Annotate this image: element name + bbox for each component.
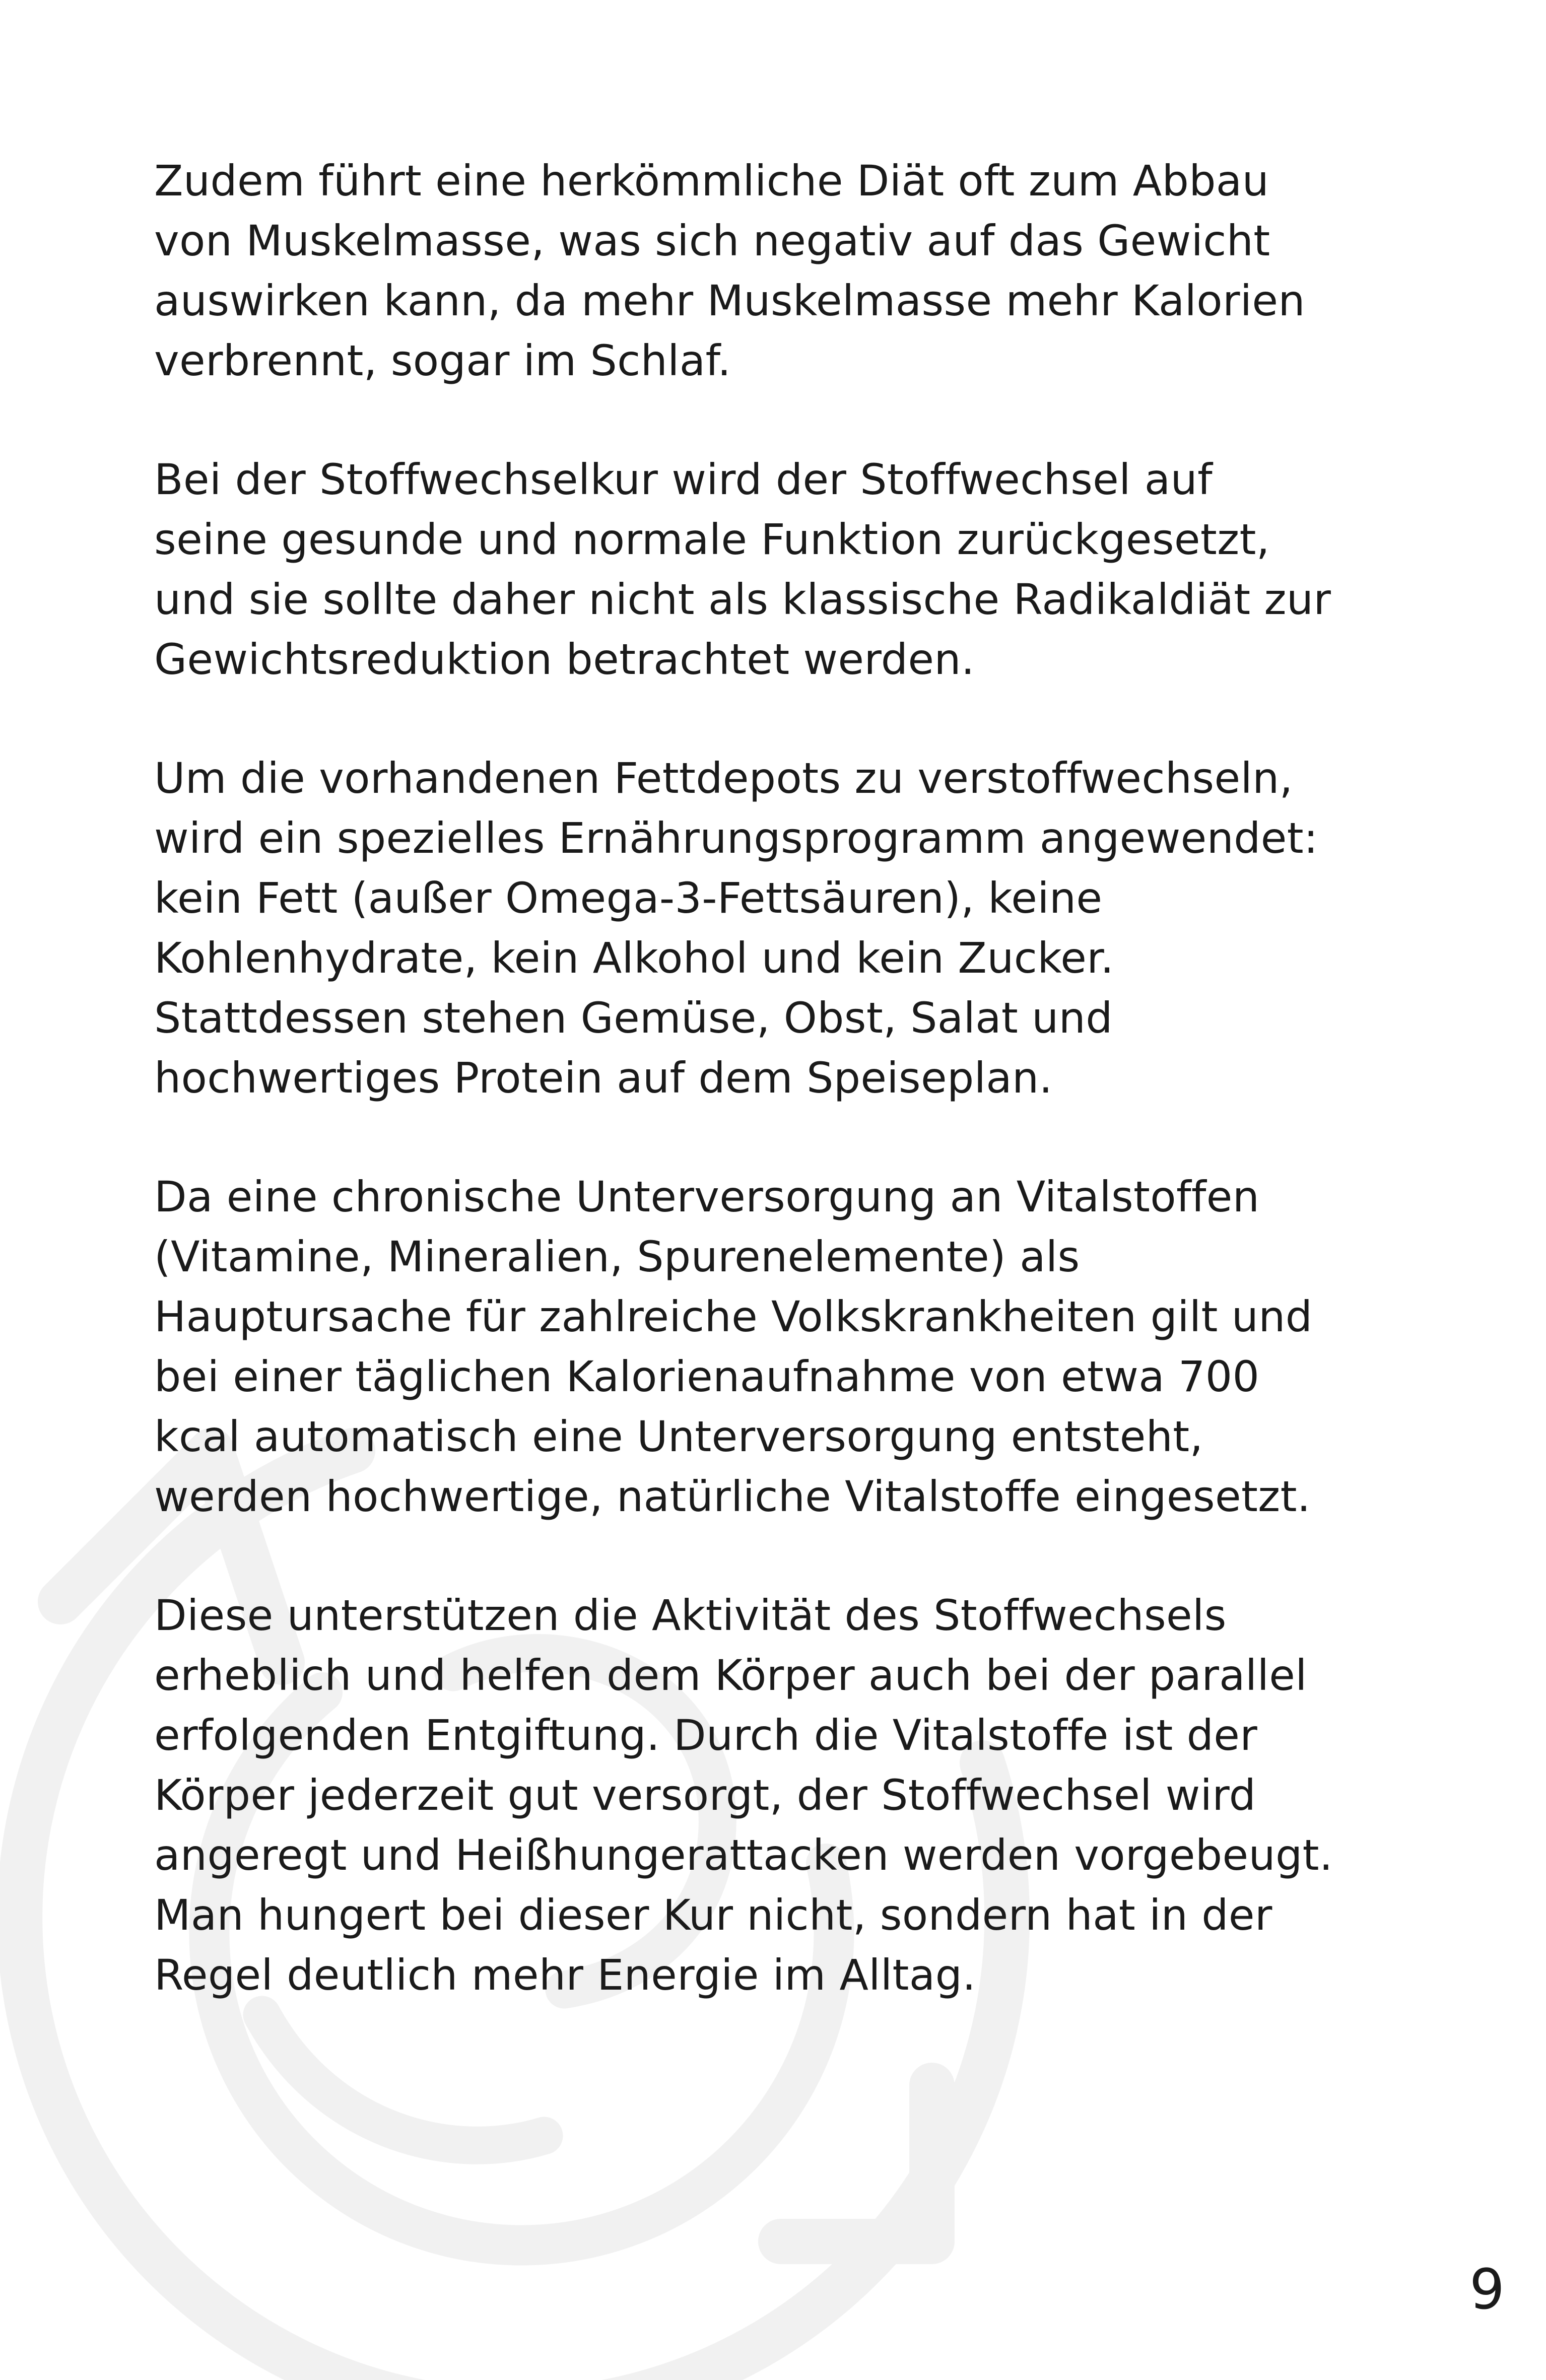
document-body xyxy=(154,151,1393,2064)
page-number: 9 xyxy=(1469,2257,1505,2322)
paragraph-stoffwechselkur: Bei der Stoffwechselkur wird der Stoffwechsel auf seine gesunde und normale Funktion zurückgesetzt, und sie sollte daher nicht als klassische Radikaldiät zur Gewichtsreduktion betrachtet werden. xyxy=(154,455,1331,684)
paragraph-aktivitaet: Diese unterstützen die Aktivität des Stoffwechsels erheblich und helfen dem Körper auch bei der parallel erfolgenden Entgiftung. Durch die Vitalstoffe ist der Körper jederzeit gut versorgt, der Stoffwechsel wird angeregt und Heißhungerattacken werden vorgebeugt. Man hungert bei dieser Kur nicht, sondern hat in der Regel deutlich mehr Energie im Alltag. xyxy=(154,1591,1333,2000)
paragraph-muskelmasse: Zudem führt eine herkömmliche Diät oft zum Abbau von Muskelmasse, was sich negativ auf das Gewicht auswirken kann, da mehr Muskelmasse mehr Kalorien verbrennt, sogar im Schlaf. xyxy=(154,156,1305,385)
paragraph-vitalstoffe: Da eine chronische Unterversorgung an Vitalstoffen (Vitamine, Mineralien, Spurenelemente) als Hauptursache für zahlreiche Volkskrankheiten gilt und bei einer täglichen Kalorienaufnahme von etwa 700 kcal automatisch eine Unterversorgung entsteht, werden hochwertige, natürliche Vitalstoffe eingesetzt. xyxy=(154,1172,1313,1521)
paragraph-ernaehrungsprogramm: Um die vorhandenen Fettdepots zu verstoffwechseln, wird ein spezielles Ernährungsprogramm angewendet: kein Fett (außer Omega-3-Fettsäuren), keine Kohlenhydrate, kein Alkohol und kein Zucker. Stattdessen stehen Gemüse, Obst, Salat und hochwertiges Protein auf dem Speiseplan. xyxy=(154,754,1318,1103)
